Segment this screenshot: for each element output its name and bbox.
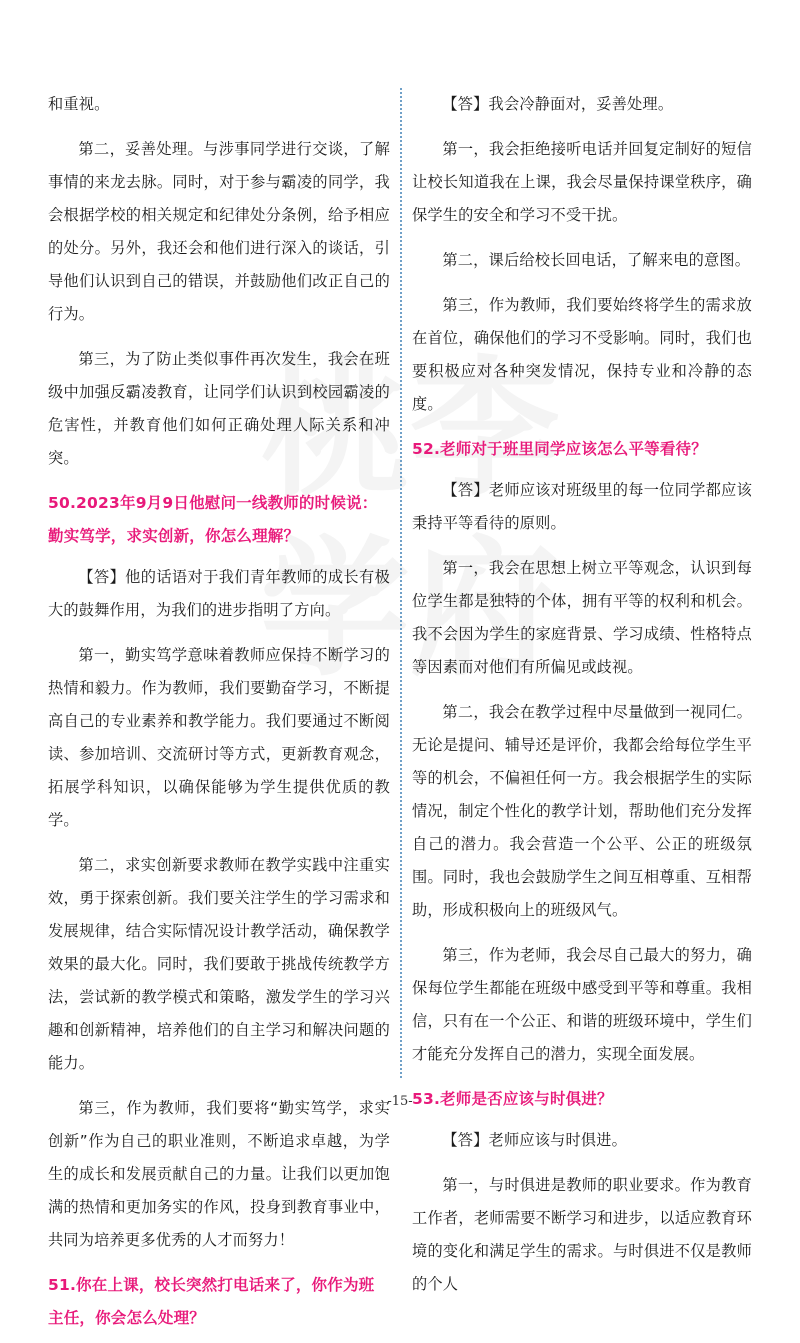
paragraph: 第三，作为老师，我会尽自己最大的努力，确保每位学生都能在班级中感受到平等和尊重。我相信，只有在一个公正、和谐的班级环境中，学生们才能充分发挥自己的潜力，实现全面发展。: [412, 946, 752, 1063]
paragraph: 第一，勤实笃学意味着教师应保持不断学习的热情和毅力。作为教师，我们要勤奋学习，不断提高自己的专业素养和教学能力。我们要通过不断阅读、参加培训、交流研讨等方式，更新教育观念，拓展学科知识，以确保能够为学生提供优质的教学。: [48, 646, 390, 829]
answer-intro: 【答】老师应该对班级里的每一位同学都应该秉持平等看待的原则。: [412, 481, 752, 532]
paragraph: 第一，我会拒绝接听电话并回复定制好的短信让校长知道我在上课，我会尽量保持课堂秩序，确保学生的安全和学习不受干扰。: [412, 140, 752, 224]
paragraph: 第二，课后给校长回电话，了解来电的意图。: [442, 251, 751, 269]
paragraph: 第二，我会在教学过程中尽量做到一视同仁。无论是提问、辅导还是评价，我都会给每位学生平等的机会，不偏袒任何一方。我会根据学生的实际情况，制定个性化的教学计划，帮助他们充分发挥自己的潜力。我会营造一个公平、公正的班级氛围。同时，我也会鼓励学生之间互相尊重、互相帮助，形成积极向上的班级风气。: [412, 703, 752, 919]
paragraph: 和重视。: [48, 95, 110, 113]
paragraph: 第三，为了防止类似事件再次发生，我会在班级中加强反霸凌教育，让同学们认识到校园霸凌的危害性，并教育他们如何正确处理人际关系和冲突。: [48, 350, 390, 467]
paragraph: 第三，作为教师，我们要始终将学生的需求放在首位，确保他们的学习不受影响。同时，我们也要积极应对各种突发情况，保持专业和冷静的态度。: [412, 296, 752, 413]
paragraph: 第二，求实创新要求教师在教学实践中注重实效，勇于探索创新。我们要关注学生的学习需求和发展规律，结合实际情况设计教学活动，确保教学效果的最大化。同时，我们要敢于挑战传统教学方法，尝试新的教学模式和策略，激发学生的学习兴趣和创新精神，培养他们的自主学习和解决问题的能力。: [48, 856, 390, 1072]
question-heading-51: 51.你在上课，校长突然打电话来了，你作为班主任，你会怎么处理？: [48, 1276, 375, 1327]
answer-intro: 【答】老师应该与时俱进。: [442, 1131, 628, 1149]
right-column: [412, 88, 752, 1313]
question-heading-50: 50.2023年9月9日他慰问一线教师的时候说：勤实笃学，求实创新，你怎么理解？: [48, 494, 378, 545]
question-heading-52: 52.老师对于班里同学应该怎么平等看待？: [412, 440, 707, 458]
answer-intro: 【答】他的话语对于我们青年教师的成长有极大的鼓舞作用，为我们的进步指明了方向。: [48, 568, 390, 619]
column-divider: [400, 88, 402, 1078]
question-heading-53: 53.老师是否应该与时俱进？: [412, 1090, 613, 1108]
answer-intro: 【答】我会冷静面对，妥善处理。: [442, 95, 674, 113]
paragraph: 第一，与时俱进是教师的职业要求。作为教育工作者，老师需要不断学习和进步，以适应教育环境的变化和满足学生的需求。与时俱进不仅是教师的个人: [412, 1176, 752, 1293]
paragraph: 第三，作为教师，我们要将“勤实笃学，求实创新”作为自己的职业准则，不断追求卓越，为学生的成长和发展贡献自己的力量。让我们以更加饱满的热情和更加务实的作风，投身到教育事业中，共同为培养更多优秀的人才而努力！: [48, 1099, 390, 1249]
page-number: -15-: [387, 1094, 413, 1109]
paragraph: 第一，我会在思想上树立平等观念，认识到每位学生都是独特的个体，拥有平等的权利和机会。我不会因为学生的家庭背景、学习成绩、性格特点等因素而对他们有所偏见或歧视。: [412, 559, 752, 676]
paragraph: 第二，妥善处理。与涉事同学进行交谈，了解事情的来龙去脉。同时，对于参与霸凌的同学，我会根据学校的相关规定和纪律处分条例，给予相应的处分。另外，我还会和他们进行深入的谈话，引导他们认识到自己的错误，并鼓励他们改正自己的行为。: [48, 140, 390, 323]
left-column: [48, 88, 390, 1343]
